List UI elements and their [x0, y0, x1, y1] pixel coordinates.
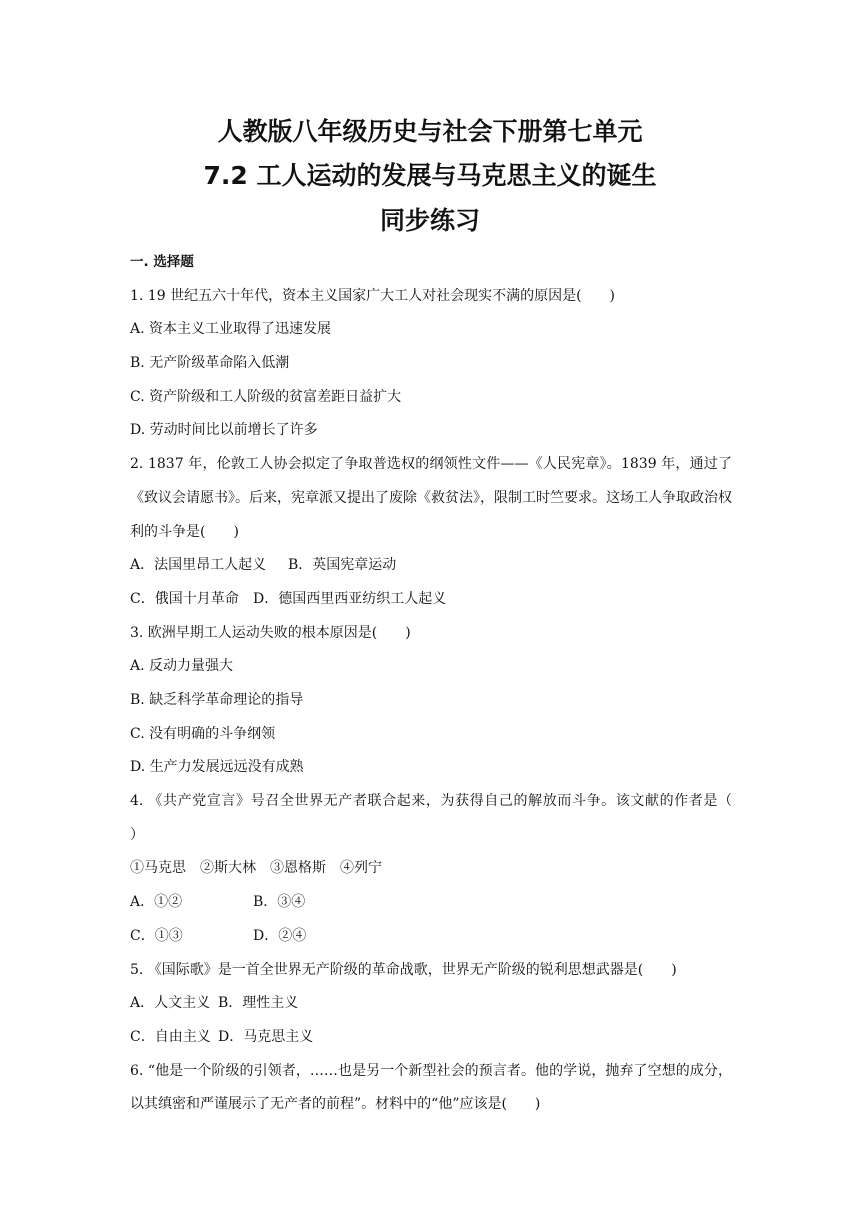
question-1-option-c: C. 资产阶级和工人阶级的贫富差距日益扩大	[130, 388, 402, 405]
question-5-options-row-1	[130, 987, 732, 1021]
question-4-stem: 4. 《共产党宣言》号召全世界无产者联合起来，为获得自己的解放而斗争。该文献的作者是（ ）	[130, 793, 760, 843]
question-list	[130, 246, 760, 1122]
question-4-options-row-2	[130, 920, 732, 954]
document-title-line-3: 同步练习	[379, 206, 480, 235]
question-3-option-d: D. 生产力发展远远没有成熟	[130, 759, 304, 776]
question-5-option-b: B．理性主义	[218, 995, 299, 1012]
question-4-option-b: B．③④	[253, 894, 306, 911]
section-heading: 一. 选择题	[130, 254, 194, 270]
question-2-stem: 2. 1837 年，伦敦工人协会拟定了争取普选权的纲领性文件——《人民宪章》。1839 年，通过了《致议会请愿书》。后来，宪章派又提出了废除《救贫法》，限制工时竺要求。这场工人争取政治权利的斗争是( )	[130, 456, 732, 540]
question-2-option-d: D．德国西里西亚纺织工人起义	[253, 590, 447, 607]
question-5-option-a: A．人文主义	[130, 995, 211, 1012]
question-3-stem: 3. 欧洲早期工人运动失败的根本原因是( )	[130, 624, 411, 641]
question-4-option-a: A．①②	[130, 894, 183, 911]
question-5-option-c: C．自由主义	[130, 1028, 211, 1045]
question-3-option-c: C. 没有明确的斗争纲领	[130, 725, 276, 742]
question-4-choices: ①马克思 ②斯大林 ③恩格斯 ④列宁	[130, 860, 382, 877]
question-2-options-row-2	[130, 583, 732, 617]
question-2-option-a: A．法国里昂工人起义	[130, 557, 267, 574]
question-4-options-row-1	[130, 886, 732, 920]
document-title-line-1: 人教版八年级历史与社会下册第七单元	[217, 117, 643, 146]
question-4-option-d: D．②④	[253, 927, 307, 944]
question-6-stem: 6. “他是一个阶级的引领者，……也是另一个新型社会的预言者。他的学说，抛弃了空想的成分，以其缜密和严谨展示了无产者的前程”。材料中的“他”应该是( )	[130, 1062, 732, 1113]
question-5-option-d: D．马克思主义	[218, 1028, 314, 1045]
question-2-option-c: C．俄国十月革命	[130, 590, 239, 607]
document-title-line-2: 7.2 工人运动的发展与马克思主义的诞生	[203, 161, 657, 190]
question-4-option-c: C．①③	[130, 927, 183, 944]
question-5-stem: 5. 《国际歌》是一首全世界无产阶级的革命战歌，世界无产阶级的锐利思想武器是( )	[130, 961, 677, 978]
question-2-option-b: B．英国宪章运动	[288, 557, 397, 574]
question-1-stem: 1. 19 世纪五六十年代，资本主义国家广大工人对社会现实不满的原因是( )	[130, 287, 615, 304]
question-3-option-b: B. 缺乏科学革命理论的指导	[130, 691, 304, 708]
question-1-option-b: B. 无产阶级革命陷入低潮	[130, 355, 290, 372]
question-2-options-row-1	[130, 549, 732, 583]
question-5-options-row-2	[130, 1021, 732, 1055]
question-1-option-d: D. 劳动时间比以前增长了许多	[130, 422, 318, 439]
question-3-option-a: A. 反动力量强大	[130, 658, 234, 675]
question-1-option-a: A. 资本主义工业取得了迅速发展	[130, 321, 332, 338]
